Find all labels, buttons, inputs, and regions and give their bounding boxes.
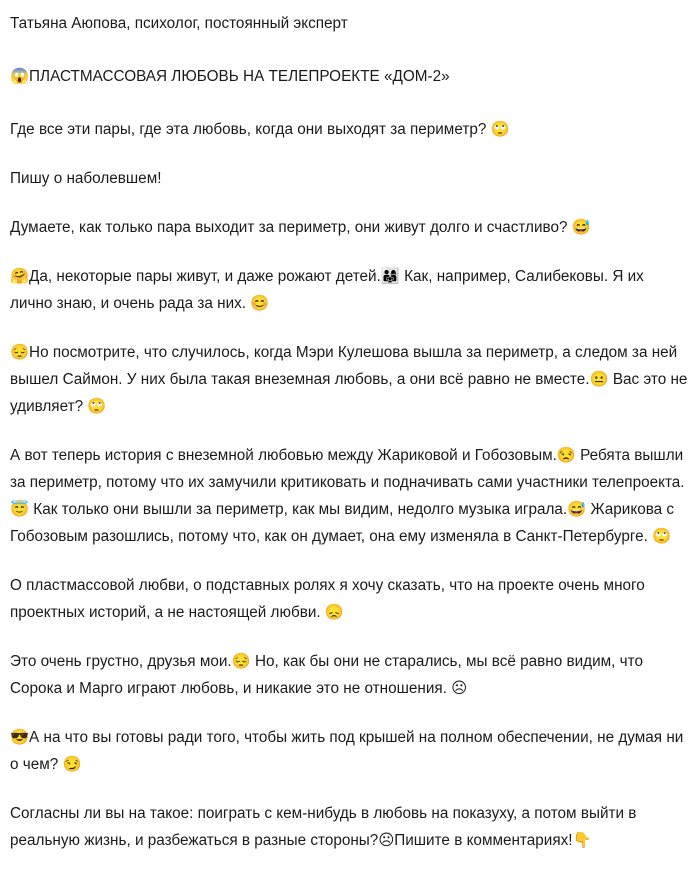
- article-headline: 😱ПЛАСТМАССОВАЯ ЛЮБОВЬ НА ТЕЛЕПРОЕКТЕ «ДОМ-2»: [10, 68, 450, 85]
- paragraph-soroka-margo: Это очень грустно, друзья мои.😔 Но, как бы они не старались, мы всё равно видим, что Сорока и Марго играют любовь, и никакие это не отношения. ☹: [10, 653, 643, 697]
- paragraph-salibekovy: 🤗Да, некоторые пары живут, и даже рожают детей.👨‍👩‍👧 Как, например, Салибековы. Я их лично знаю, и очень рада за них. 😊: [10, 268, 644, 312]
- paragraph-call-to-comment: Согласны ли вы на такое: поиграть с кем-нибудь в любовь на показуху, а потом выйти в реальную жизнь, и разбежаться в разные стороны?☹Пишите в комментариях!👇: [10, 805, 637, 849]
- paragraph-zharikova-gobozov: А вот теперь история с внеземной любовью между Жариковой и Гобозовым.😒 Ребята вышли за периметр, потому что их замучили критиковать и подначивать сами участники телепроекта.😇 Как только они вышли за периметр, как мы видим, недолго музыка играла.😅 Жарикова с Гобозовым разошлись, потому что, как он думает, она ему изменяла в Санкт-Петербурге. 🙄: [10, 447, 685, 545]
- paragraph-ready-for-roof: 😎А на что вы готовы ради того, чтобы жить под крышей на полном обеспечении, не думая ни о чем? 😏: [10, 729, 684, 773]
- article-byline: Татьяна Аюпова, психолог, постоянный эксперт: [10, 15, 348, 32]
- paragraph-kuleshova-simon: 😔Но посмотрите, что случилось, когда Мэри Кулешова вышла за периметр, а следом за ней вышел Саймон. У них была такая внеземная любовь, а они всё равно не вместе.😐 Вас это не удивляет? 🙄: [10, 344, 688, 415]
- paragraph-writing-note: Пишу о наболевшем!: [10, 170, 162, 187]
- paragraph-question-perimeter: Где все эти пары, где эта любовь, когда они выходят за периметр? 🙄: [10, 121, 510, 138]
- paragraph-think-happily: Думаете, как только пара выходит за периметр, они живут долго и счастливо? 😅: [10, 219, 591, 236]
- paragraph-plastic-love-summary: О пластмассовой любви, о подставных ролях я хочу сказать, что на проекте очень много проектных историй, а не настоящей любви. 😞: [10, 577, 645, 621]
